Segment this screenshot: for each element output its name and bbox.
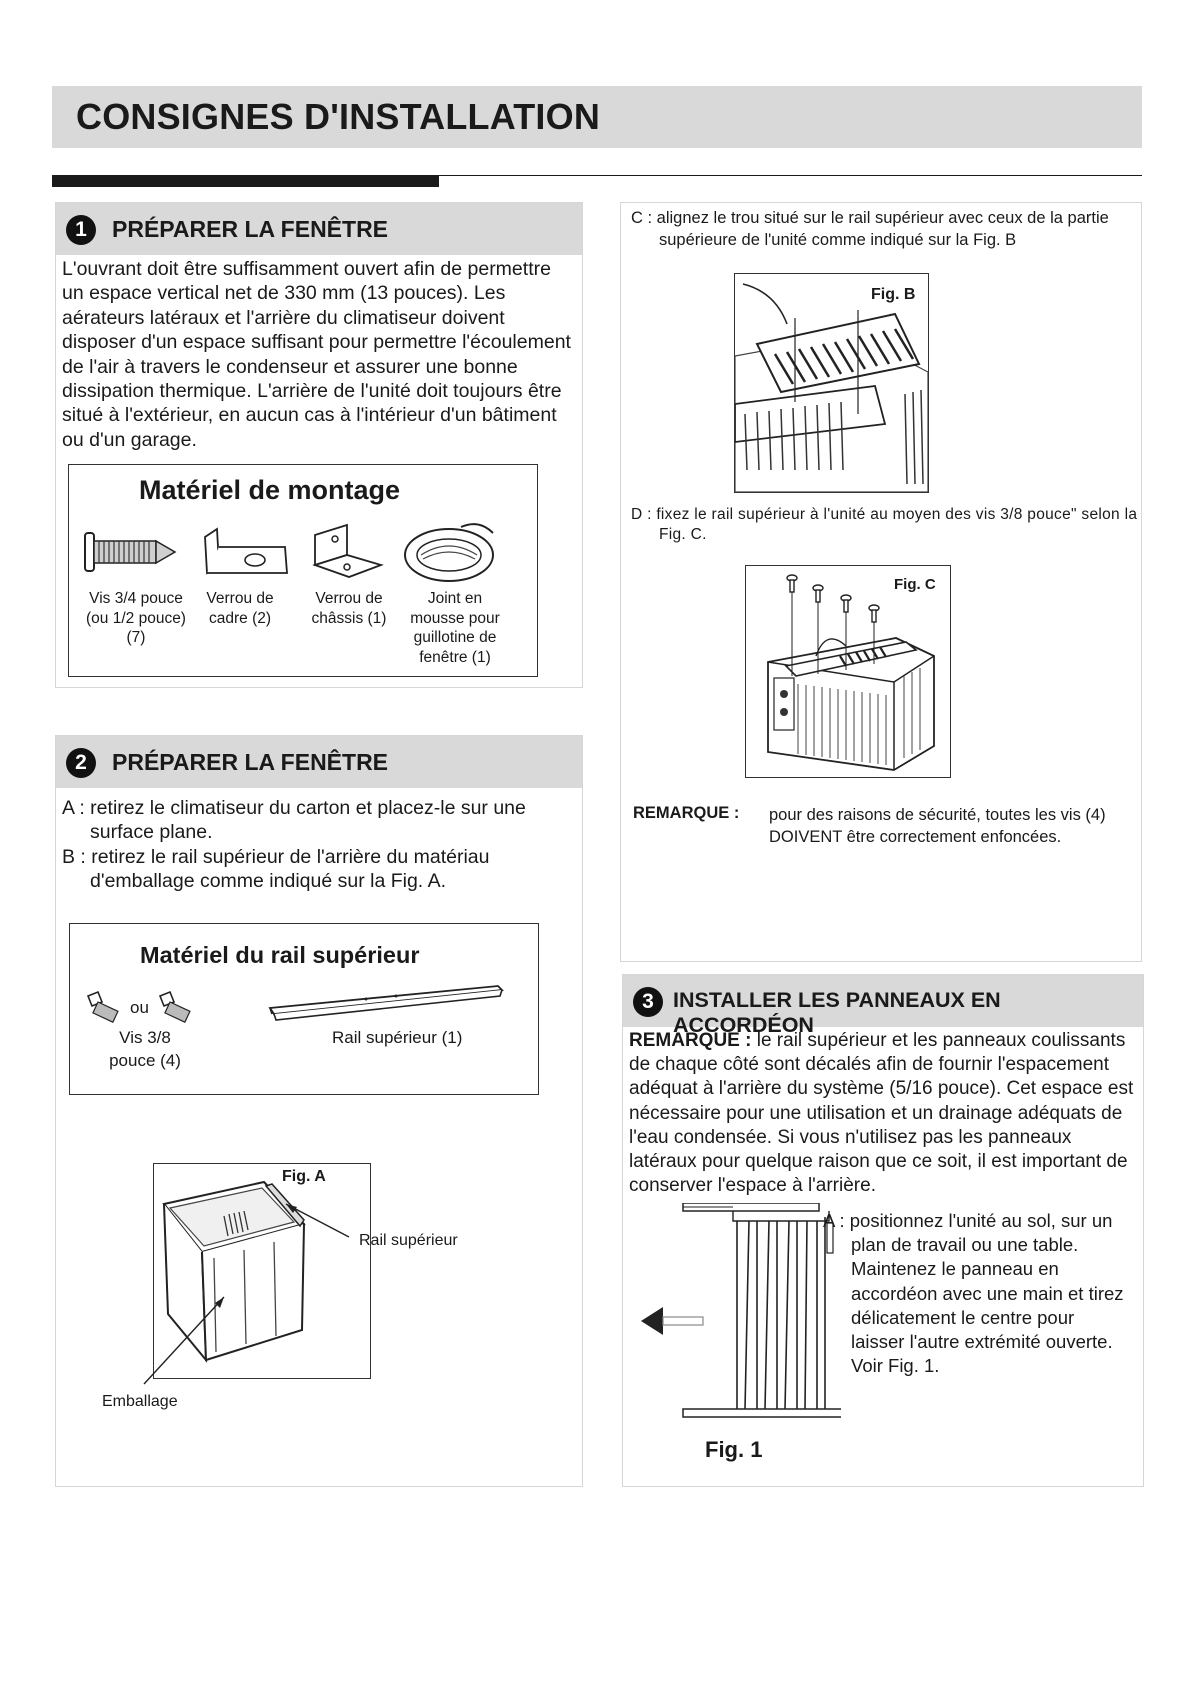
section-3-header [623,975,1143,1037]
figure-c-label: Fig. C [894,576,936,593]
section-2-title: PRÉPARER LA FENÊTRE [112,749,389,775]
mounting-hardware-title: Matériel de montage [139,475,401,505]
screw-caption: Vis 3/8 pouce (4) [109,1028,181,1070]
frame-lock-icon [197,525,297,580]
figure-b [734,273,929,493]
remark-label: REMARQUE : [633,804,740,822]
section-3-box [622,974,1144,1487]
hardware-caption-sash-lock: Verrou de châssis (1) [311,590,387,627]
step-number-badge: 1 [66,215,96,245]
top-rail-caption: Rail supérieur (1) [332,1028,463,1047]
step-d-text: D : fixez le rail supérieur à l'unité au moyen des vis 3/8 pouce" selon la Fig. C. [631,506,1138,543]
hardware-caption-foam-seal: Joint en mousse pour guillotine de fenêtre (1) [410,590,500,666]
hardware-caption-frame-lock: Verrou de cadre (2) [206,590,274,627]
hardware-caption-screw: Vis 3/4 pouce (ou 1/2 pouce) (7) [86,590,186,646]
sash-lock-icon [307,521,387,581]
section-3-step-a: A : positionnez l'unité au sol, sur un plan de travail ou une table. Maintenez le panneau en accordéon avec une main et tirez délicatement le centre pour laisser l'autre extrémité ouverte. Voir Fig. 1. [823,1210,1124,1377]
step-c-text: C : alignez le trou situé sur le rail supérieur avec ceux de la partie supérieure de l'unité comme indiqué sur la Fig. B [631,209,1109,249]
right-top-box [620,202,1142,962]
section-3-remark [629,1029,1139,1198]
accordion-panel-illustration [641,1203,841,1423]
top-rail-hardware-title: Matériel du rail supérieur [140,942,420,968]
remark-text: pour des raisons de sécurité, toutes les vis (4) DOIVENT être correctement enfoncées. [769,806,1106,846]
step-number-badge: 2 [66,748,96,778]
section-3-remark-text: le rail supérieur et les panneaux coulissants de chaque côté sont décalés afin de fournir l'espacement adéquat à l'arrière du système (5/16 pouce). Cet espace est nécessaire pour une utilisation et un drainage adéquats de l'eau condensée. Si vous n'utilisez pas les panneaux latéraux pour quelque raison que ce soit, il est important de conserver l'espace à l'arrière. [629,1030,1134,1197]
thin-rule [439,175,1142,176]
step-number-badge: 3 [633,987,663,1017]
callout-packaging: Emballage [102,1393,178,1410]
figure-b-label: Fig. B [871,286,916,303]
section-3-remark-label: REMARQUE : [629,1030,752,1051]
figure-1-label: Fig. 1 [705,1437,763,1462]
section-1-header [56,203,582,255]
step-a-text: A : retirez le climatiseur du carton et placez-le sur une surface plane. [62,797,526,844]
or-text: ou [130,998,149,1017]
step-b-text: B : retirez le rail supérieur de l'arrière du matériau d'emballage comme indiqué sur la Fig. A. [62,845,490,893]
page-title: CONSIGNES D'INSTALLATION [76,96,601,137]
section-3-title: INSTALLER LES PANNEAUX EN ACCORDÉON [673,988,1001,1037]
section-1-paragraph: L'ouvrant doit être suffisamment ouvert afin de permettre un espace vertical net de 330 mm (13 pouces). Les aérateurs latéraux et l'arrière du climatiseur doivent disposer d'un espace suffisant pour permettre l'écoulement de l'air à travers le condenseur et assurer une bonne dissipation thermique. L'arrière de l'unité doit toujours être situé à l'extérieur, en aucun cas à l'intérieur d'un bâtiment ou d'un garage. [62,258,571,451]
callout-top-rail: Rail supérieur [359,1232,458,1249]
section-1-title: PRÉPARER LA FENÊTRE [112,216,389,242]
callout-lines [56,736,582,1486]
section-1-box [55,202,583,688]
figure-a-label: Fig. A [282,1168,326,1185]
title-bar [52,86,1142,148]
figure-c [745,565,951,778]
rail-alignment-illustration [735,274,928,492]
thick-rule [52,175,439,187]
mounting-hardware-box [68,464,538,677]
section-2-box [55,735,583,1487]
screw-icon [81,527,181,577]
foam-seal-icon [401,517,501,587]
screw-installation-illustration [746,566,950,777]
